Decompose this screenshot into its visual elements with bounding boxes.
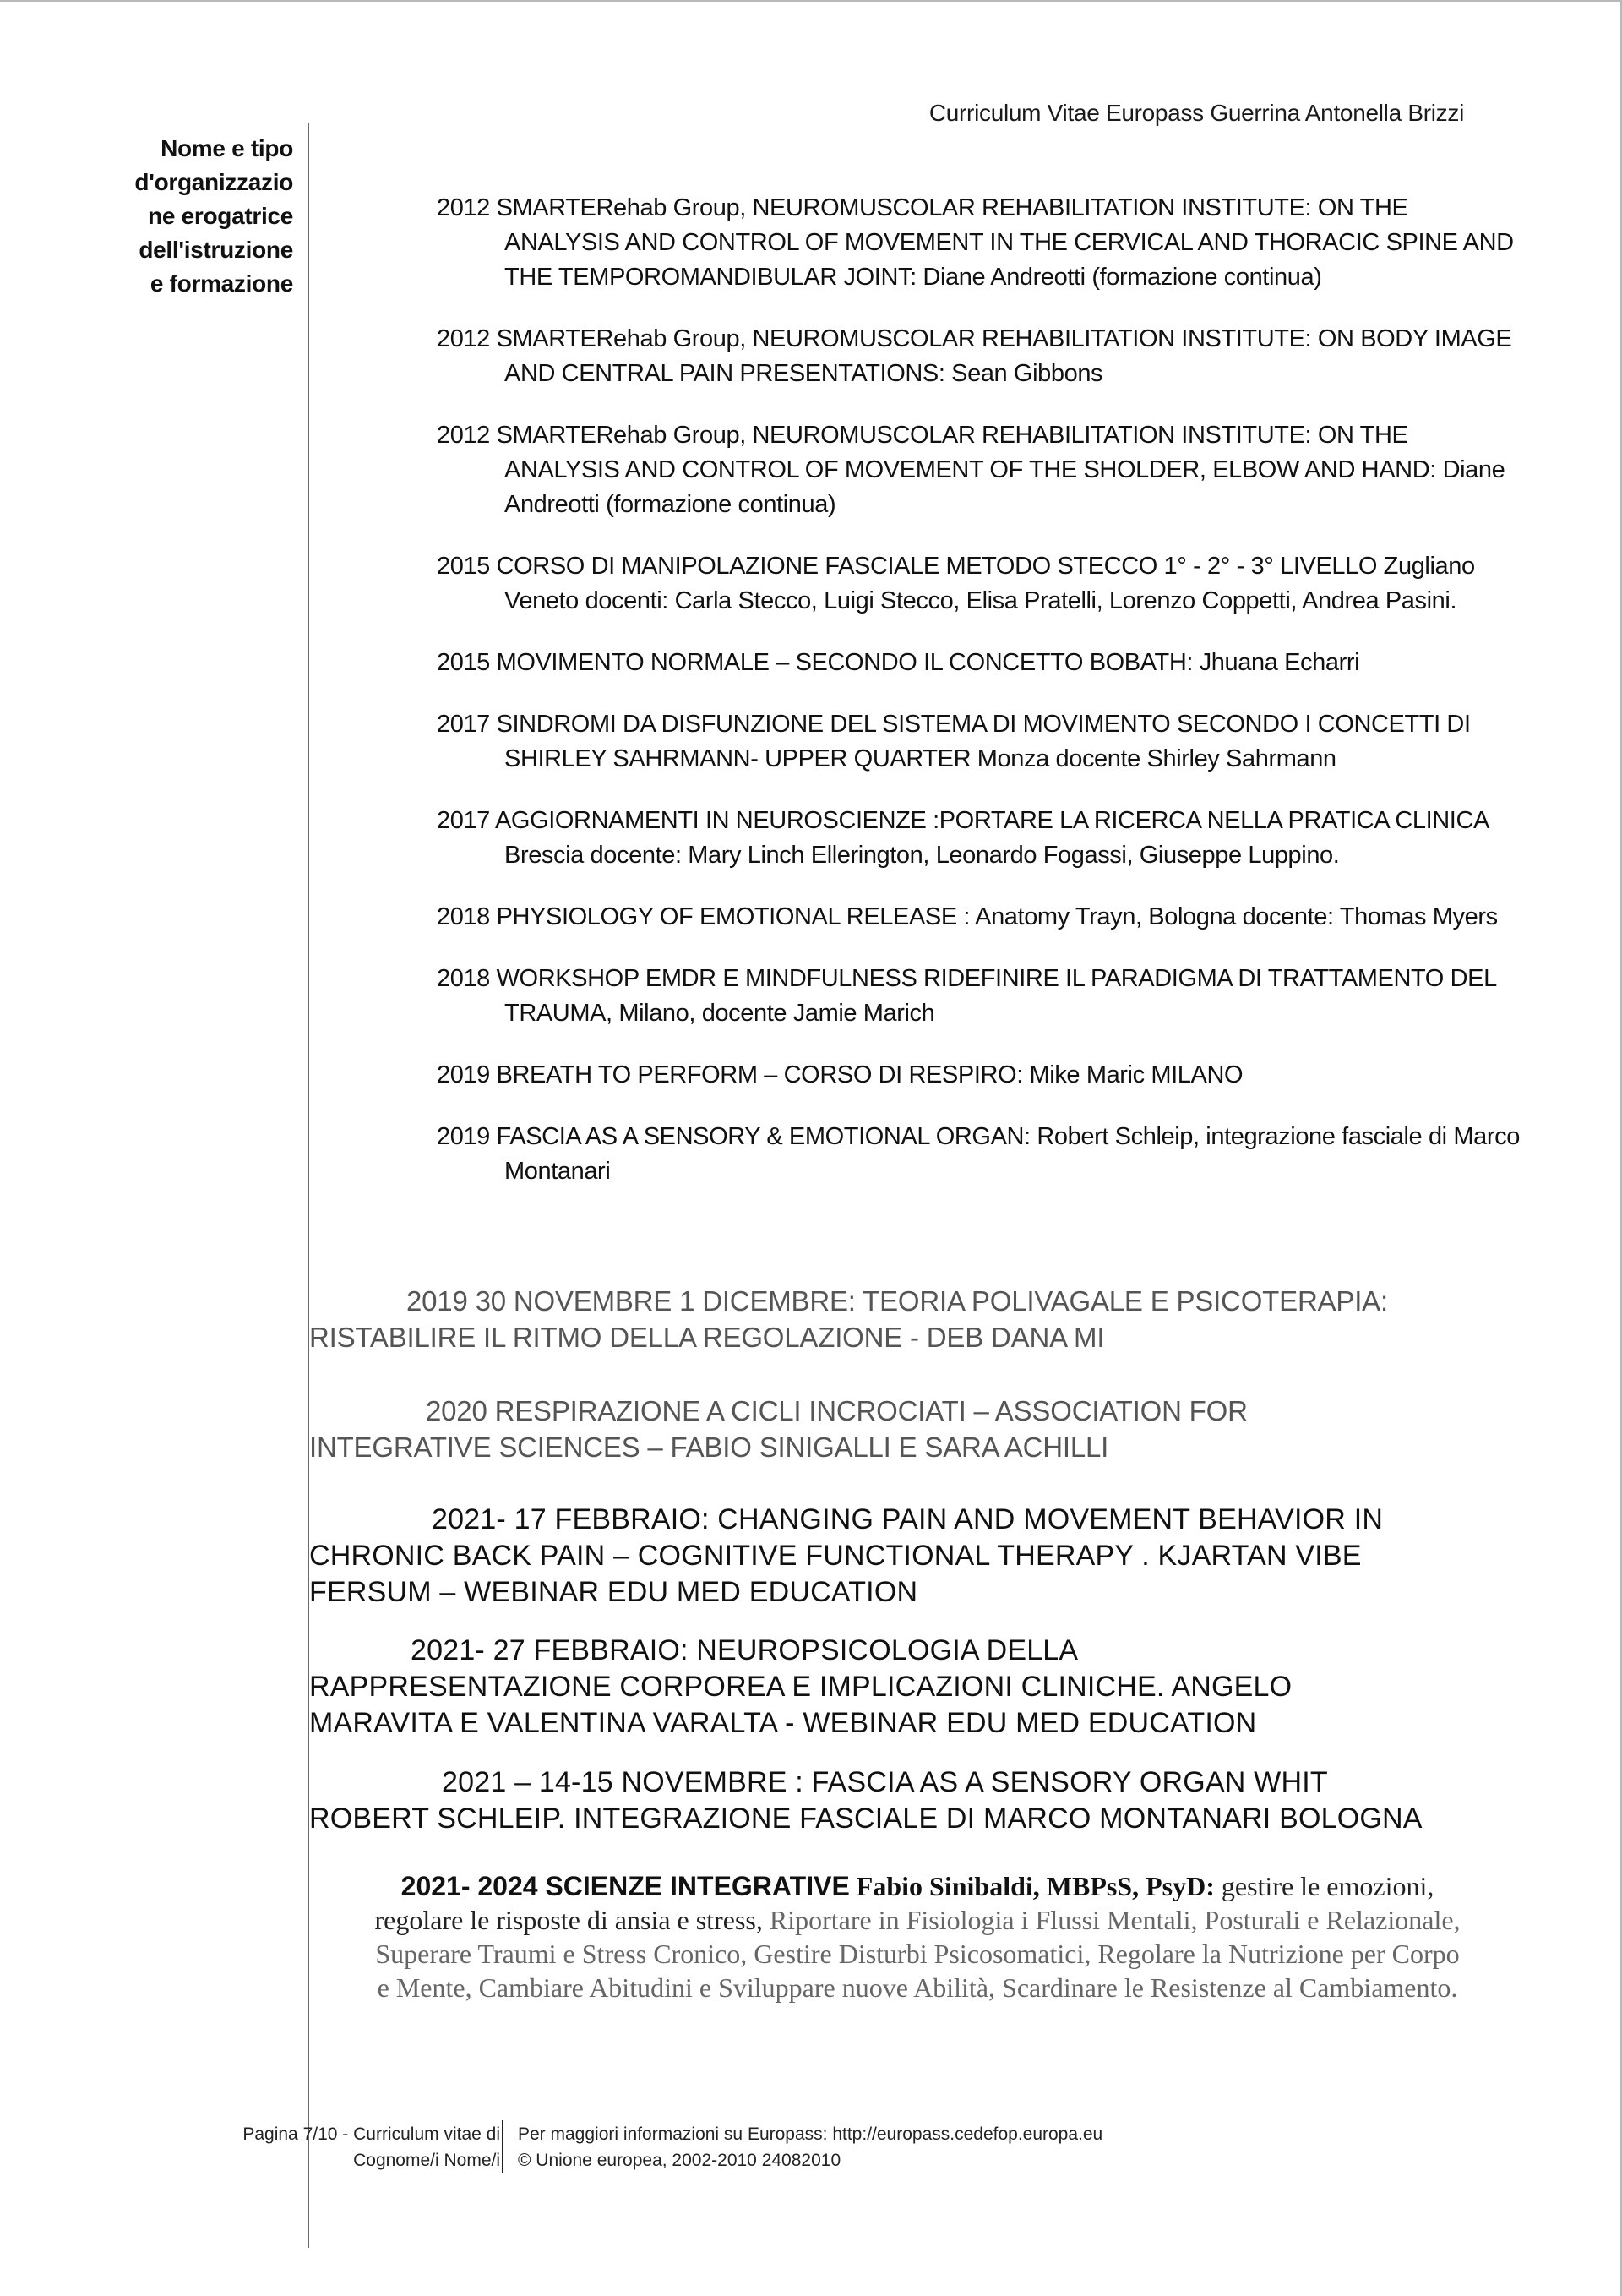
entry-line: MARAVITA E VALENTINA VARALTA - WEBINAR EDU MED EDUCATION [309, 1707, 1257, 1739]
entry-text: regolare le risposte di ansia e stress, [374, 1905, 763, 1935]
entry-line: 2021 – 14-15 NOVEMBRE : FASCIA AS A SENSORY ORGAN WHIT [442, 1766, 1328, 1798]
page-header-title: Curriculum Vitae Europass Guerrina Antonella Brizzi [928, 100, 1464, 126]
entry-line: CHRONIC BACK PAIN – COGNITIVE FUNCTIONAL THERAPY . KJARTAN VIBE [309, 1540, 1362, 1572]
training-entry-2021-fascia [309, 1764, 1509, 1837]
entry-text: gestire le emozioni, [1221, 1871, 1434, 1901]
training-entry: 2015 MOVIMENTO NORMALE – SECONDO IL CONCETTO BOBATH: Jhuana Echarri [437, 649, 1360, 676]
section-label-line: Nome e tipo [161, 135, 293, 161]
page-border-top [0, 0, 1620, 2]
training-entry: 2019 FASCIA AS A SENSORY & EMOTIONAL ORGAN: Robert Schleip, integrazione fasciale di Marco Montanari [437, 1123, 1520, 1185]
entry-line: RISTABILIRE IL RITMO DELLA REGOLAZIONE - DEB DANA MI [309, 1322, 1105, 1353]
footer-europass-link[interactable]: Per maggiori informazioni su Europass: http://europass.cedefop.europa.eu [518, 2124, 1103, 2144]
training-entry: 2018 WORKSHOP EMDR E MINDFULNESS RIDEFINIRE IL PARADIGMA DI TRATTAMENTO DEL TRAUMA, Milano, docente Jamie Marich [437, 965, 1496, 1027]
footer-divider [502, 2120, 503, 2173]
section-label [76, 132, 293, 301]
training-entry: 2017 AGGIORNAMENTI IN NEUROSCIENZE :PORTARE LA RICERCA NELLA PRATICA CLINICA Brescia docente: Mary Linch Ellerington, Leonardo Fogassi, Giuseppe Luppino. [437, 807, 1489, 869]
entry-line: 2020 RESPIRAZIONE A CICLI INCROCIATI – ASSOCIATION FOR [426, 1395, 1248, 1426]
section-label-line: e formazione [150, 270, 293, 297]
entry-line [313, 1903, 1522, 1937]
training-list [437, 191, 1527, 1216]
training-entry-2020-breathing [309, 1393, 1509, 1465]
training-entry-2019-polyvagal [309, 1283, 1509, 1355]
entry-line: RAPPRESENTAZIONE CORPOREA E IMPLICAZIONI CLINICHE. ANGELO [309, 1671, 1293, 1703]
entry-title: 2021- 2024 SCIENZE INTEGRATIVE [400, 1871, 850, 1901]
entry-line: Superare Traumi e Stress Cronico, Gestire Disturbi Psicosomatici, Regolare la Nutrizione per Corpo [375, 1939, 1460, 1969]
column-divider [308, 123, 309, 2248]
entry-line: INTEGRATIVE SCIENCES – FABIO SINIGALLI E SARA ACHILLI [309, 1432, 1109, 1463]
training-entry-2021-back-pain [309, 1502, 1509, 1611]
training-entry: 2012 SMARTERehab Group, NEUROMUSCOLAR REHABILITATION INSTITUTE: ON BODY IMAGE AND CENTRAL PAIN PRESENTATIONS: Sean Gibbons [437, 325, 1512, 387]
footer-europass-info [518, 2121, 1102, 2173]
entry-author: Fabio Sinibaldi, MBPsS, PsyD: [856, 1871, 1215, 1901]
footer-page-info [169, 2121, 500, 2173]
entry-line: FERSUM – WEBINAR EDU MED EDUCATION [309, 1576, 918, 1608]
training-entry: 2017 SINDROMI DA DISFUNZIONE DEL SISTEMA DI MOVIMENTO SECONDO I CONCETTI DI SHIRLEY SAHRMANN- UPPER QUARTER Monza docente Shirley Sahrmann [437, 711, 1471, 772]
training-entry-2021-2024-integrative [313, 1869, 1522, 2004]
section-label-line: dell'istruzione [139, 237, 293, 263]
entry-line: 2019 30 NOVEMBRE 1 DICEMBRE: TEORIA POLIVAGALE E PSICOTERAPIA: [406, 1285, 1388, 1317]
entry-line: 2021- 27 FEBBRAIO: NEUROPSICOLOGIA DELLA [411, 1634, 1079, 1666]
footer-page-number: Pagina 7/10 - Curriculum vitae di [242, 2124, 500, 2144]
entry-line: 2021- 17 FEBBRAIO: CHANGING PAIN AND MOVEMENT BEHAVIOR IN [432, 1503, 1384, 1535]
training-entry: 2019 BREATH TO PERFORM – CORSO DI RESPIRO: Mike Maric MILANO [437, 1061, 1244, 1088]
training-entry: 2012 SMARTERehab Group, NEUROMUSCOLAR REHABILITATION INSTITUTE: ON THE ANALYSIS AND CONTROL OF MOVEMENT OF THE SHOLDER, ELBOW AND HAND: Diane Andreotti (formazione continua) [437, 422, 1505, 518]
section-label-line: ne erogatrice [148, 203, 293, 229]
training-entry-2021-neuropsychology [309, 1633, 1509, 1742]
entry-text: Riportare in Fisiologia i Flussi Mentali, Posturali e Relazionale, [769, 1905, 1461, 1935]
section-label-line: d'organizzazio [134, 169, 293, 195]
training-entry: 2018 PHYSIOLOGY OF EMOTIONAL RELEASE : Anatomy Trayn, Bologna docente: Thomas Myers [437, 903, 1498, 930]
training-entry: 2012 SMARTERehab Group, NEUROMUSCOLAR REHABILITATION INSTITUTE: ON THE ANALYSIS AND CONTROL OF MOVEMENT IN THE CERVICAL AND THORACIC SPINE AND THE TEMPOROMANDIBULAR JOINT: Diane Andreotti (formazione continua) [437, 194, 1514, 291]
entry-line: ROBERT SCHLEIP. INTEGRAZIONE FASCIALE DI MARCO MONTANARI BOLOGNA [309, 1802, 1423, 1835]
footer-copyright: © Unione europea, 2002-2010 24082010 [518, 2151, 841, 2170]
entry-line: e Mente, Cambiare Abitudini e Sviluppare nuove Abilità, Scardinare le Resistenze al Cambiamento. [377, 1972, 1458, 2003]
training-entry: 2015 CORSO DI MANIPOLAZIONE FASCIALE METODO STECCO 1° - 2° - 3° LIVELLO Zugliano Veneto docenti: Carla Stecco, Luigi Stecco, Elisa Pratelli, Lorenzo Coppetti, Andrea Pasini. [437, 553, 1475, 614]
footer-name-placeholder: Cognome/i Nome/i [353, 2151, 500, 2170]
entry-line [313, 1869, 1522, 1903]
